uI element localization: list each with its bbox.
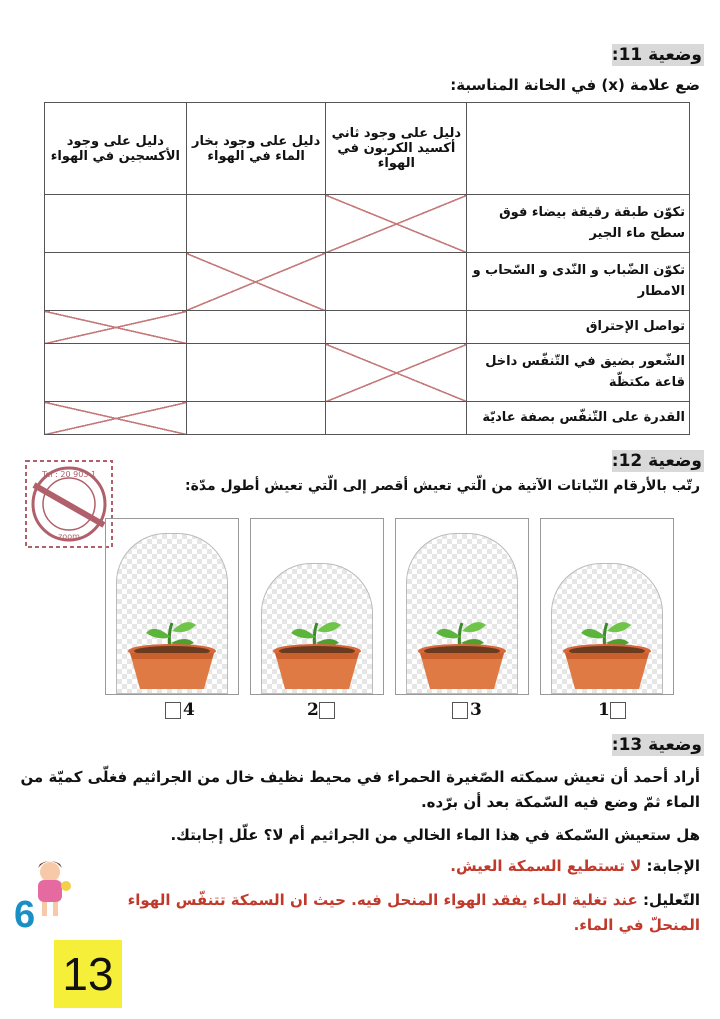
table-corner bbox=[467, 103, 690, 195]
s13-answer-line bbox=[80, 857, 700, 875]
answer-cell[interactable] bbox=[186, 311, 326, 344]
s11-title: وضعية 11: bbox=[611, 45, 702, 65]
plant-box bbox=[540, 518, 674, 695]
potted-plant-icon bbox=[559, 619, 655, 691]
answer-cell[interactable] bbox=[45, 402, 187, 435]
rank-answer[interactable] bbox=[165, 700, 195, 720]
answer-cell[interactable] bbox=[186, 195, 326, 253]
s12-instruction: رتّب بالأرقام النّباتات الآتية من الّتي تعيش أقصر إلى الّتي تعيش أطول مدّة: bbox=[185, 478, 700, 494]
answer-cell[interactable] bbox=[186, 253, 326, 311]
answer-cell[interactable] bbox=[326, 344, 467, 402]
page-number: 13 bbox=[54, 940, 122, 1008]
s11-instruction: ضع علامة (x) في الخانة المناسبة: bbox=[450, 76, 700, 94]
rank-box bbox=[452, 702, 468, 719]
rank-answer[interactable] bbox=[452, 700, 482, 720]
answer-cell[interactable] bbox=[186, 344, 326, 402]
rank-box bbox=[165, 702, 181, 719]
row-label: القدرة على التّنفّس بصفة عاديّة bbox=[467, 402, 690, 435]
stamp bbox=[20, 455, 118, 553]
rank-number: 4 bbox=[183, 700, 195, 720]
stamp-phone: Tel : 20 903 1 bbox=[41, 470, 97, 479]
potted-plant-icon bbox=[124, 619, 220, 691]
rank-number: 2 bbox=[307, 700, 319, 720]
rank-answer[interactable] bbox=[307, 700, 337, 720]
rank-number: 1 bbox=[598, 700, 610, 720]
answer-label: الإجابة: bbox=[646, 857, 700, 875]
grade-number: 6 bbox=[14, 894, 36, 936]
potted-plant-icon bbox=[414, 619, 510, 691]
row-label: الشّعور بضيق في التّنفّس داخل قاعة مكتظّة bbox=[467, 344, 690, 402]
s13-reason-line bbox=[80, 888, 700, 938]
header-oxygen: دليل على وجود الأكسجين في الهواء bbox=[45, 103, 187, 195]
reason-text: عند تغلية الماء يفقد الهواء المنحل فيه. حيث ان السمكة تتنفّس الهواء المنحلّ في الماء. bbox=[127, 891, 700, 934]
row-label: تكوّن طبقة رقيقة بيضاء فوق سطح ماء الجير bbox=[467, 195, 690, 253]
answer-cell[interactable] bbox=[326, 253, 467, 311]
answer-cell[interactable] bbox=[186, 402, 326, 435]
plant-box bbox=[395, 518, 529, 695]
s13-paragraph-1: أراد أحمد أن تعيش سمكته الصّغيرة الحمراء في محيط نظيف خال من الجراثيم فغلّى كميّة من الماء ثمّ وضع فيه السّمكة بعد أن برّده. bbox=[20, 768, 700, 811]
rank-box bbox=[610, 702, 626, 719]
s12-title: وضعية 12: bbox=[611, 451, 702, 471]
row-label: تكوّن الضّباب و النّدى و السّحاب و الامطار bbox=[467, 253, 690, 311]
answer-cell[interactable] bbox=[45, 311, 187, 344]
s13-question: هل ستعيش السّمكة في هذا الماء الخالي من الجراثيم أم لا؟ علّل إجابتك. bbox=[170, 826, 700, 844]
row-label: تواصل الإحتراق bbox=[467, 311, 690, 344]
header-co2: دليل على وجود ثاني أكسيد الكربون في الهواء bbox=[326, 103, 467, 195]
answer-cell[interactable] bbox=[326, 195, 467, 253]
rank-number: 3 bbox=[470, 700, 482, 720]
plant-box bbox=[105, 518, 239, 695]
answer-cell[interactable] bbox=[45, 344, 187, 402]
plant-box bbox=[250, 518, 384, 695]
answer-cell[interactable] bbox=[326, 311, 467, 344]
potted-plant-icon bbox=[269, 619, 365, 691]
answer-cell[interactable] bbox=[326, 402, 467, 435]
evidence-table bbox=[44, 102, 690, 435]
answer-cell[interactable] bbox=[45, 195, 187, 253]
reason-label: التّعليل: bbox=[643, 891, 700, 909]
rank-answer[interactable] bbox=[598, 700, 628, 720]
stamp-label: zoom bbox=[58, 532, 80, 541]
header-vapor: دليل على وجود بخار الماء في الهواء bbox=[186, 103, 326, 195]
s13-title: وضعية 13: bbox=[611, 735, 702, 755]
girl-icon bbox=[30, 858, 74, 920]
answer-cell[interactable] bbox=[45, 253, 187, 311]
rank-box bbox=[319, 702, 335, 719]
answer-text: لا تستطيع السمكة العيش. bbox=[450, 857, 642, 875]
